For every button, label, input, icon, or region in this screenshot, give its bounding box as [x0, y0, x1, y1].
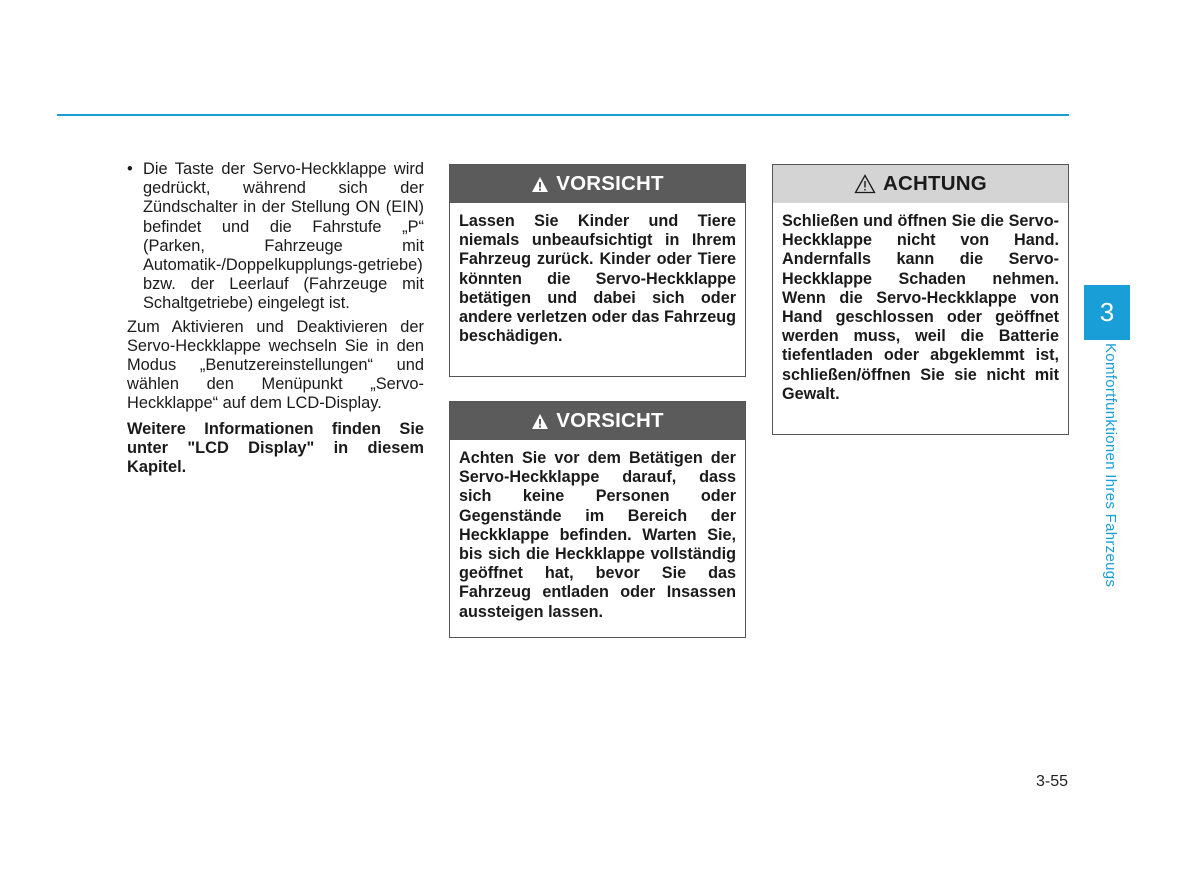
caution-box-header [450, 402, 745, 440]
caution-box-text: Lassen Sie Kinder und Tiere niemals unbeaufsichtigt in Ihrem Fahrzeug zurück. Kinder oder Tiere könnten die Servo-Heckklappe betätigen und dabei sich oder andere verletzen oder das Fahrzeug beschädigen. [459, 212, 736, 346]
bullet-item [127, 160, 424, 314]
warning-triangle-filled-icon [531, 413, 549, 430]
caution-box-header [450, 165, 745, 203]
caution-box-title: VORSICHT [556, 409, 664, 432]
info-paragraph: Weitere Informationen finden Sie unter "LCD Display" in diesem Kapitel. [127, 419, 424, 477]
chapter-title: Komfortfunktionen Ihres Fahrzeugs [1102, 343, 1119, 588]
notice-box-header [773, 165, 1068, 203]
caution-box-tailgate [449, 401, 746, 638]
left-column [127, 160, 424, 483]
bullet-text: Die Taste der Servo-Heckklappe wird gedrückt, während sich der Zündschalter in der Stellung ON (EIN) befindet und die Fahrstufe „P“ (Parken, Fahrzeuge mit Automatik-/Doppelkupplungs-getriebe) bzw. der Leerlauf (Fahrzeuge mit Schaltgetriebe) eingelegt ist. [143, 160, 424, 313]
body-paragraph: Zum Aktivieren und Deaktivieren der Servo-Heckklappe wechseln Sie in den Modus „Benutzereinstellungen“ und wählen den Menüpunkt „Servo-Heckklappe“ auf dem LCD-Display. [127, 317, 424, 413]
notice-box-title: ACHTUNG [883, 172, 987, 195]
caution-box-title: VORSICHT [556, 172, 664, 195]
caution-box-text: Achten Sie vor dem Betätigen der Servo-Heckklappe darauf, dass sich keine Personen oder Gegenstände im Bereich der Heckklappe befinden. Warten Sie, bis sich die Heckklappe vollständig geöffnet hat, bevor Sie das Fahrzeug entladen oder Insassen aussteigen lassen. [459, 449, 736, 621]
page-number: 3-55 [1035, 773, 1068, 790]
warning-triangle-outline-icon [854, 174, 876, 194]
caution-box-children [449, 164, 746, 377]
chapter-number-tab: 3 [1084, 285, 1130, 340]
bullet-marker: • [127, 160, 133, 178]
warning-triangle-filled-icon [531, 176, 549, 193]
header-rule [57, 114, 1069, 116]
notice-box [772, 164, 1069, 435]
notice-box-text: Schließen und öffnen Sie die Servo- Heckklappe nicht von Hand. Andernfalls kann die Servo- Heckklappe Schaden nehmen. Wenn die Servo-Heckklappe von Hand geschlossen oder geöffnet werden muss, weil die Batterie tiefentladen oder abgeklemmt ist, schließen/öffnen Sie sie nicht mit Gewalt. [782, 212, 1059, 403]
